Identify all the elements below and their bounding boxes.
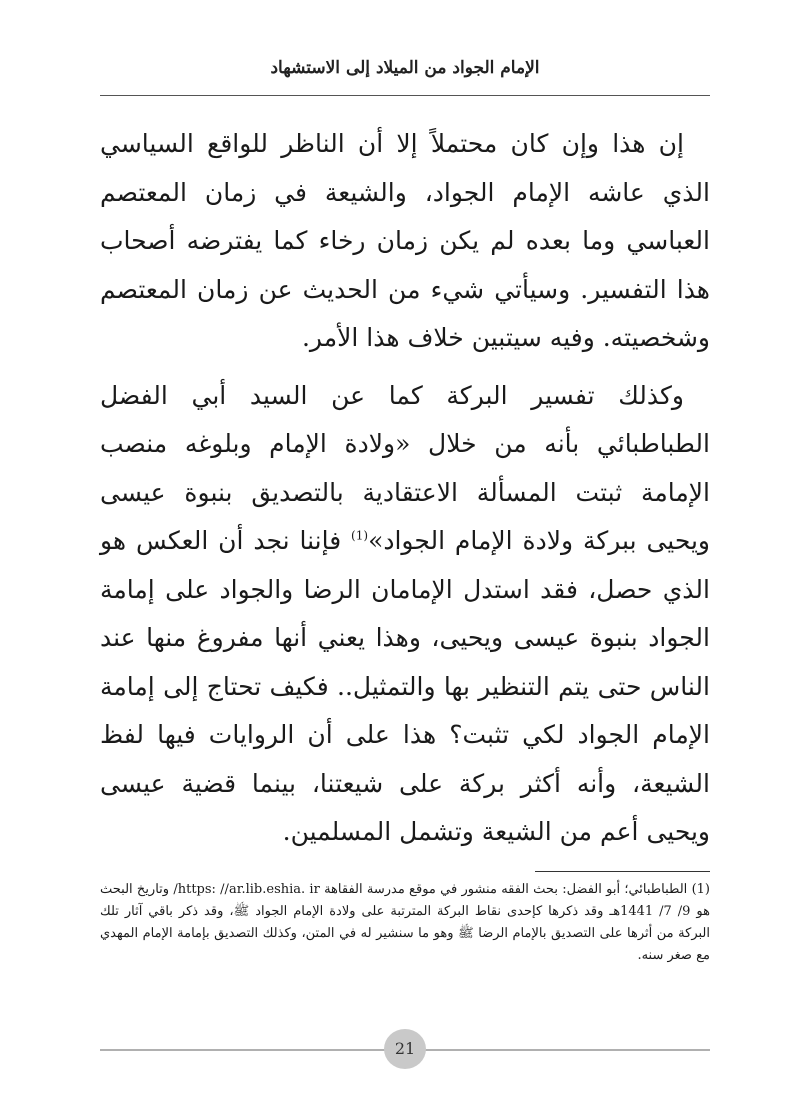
footer-rule-left [100, 1049, 385, 1051]
paragraph-2-part-1: وكذلك تفسير البركة كما عن السيد أبي الفضل الطباطبائي بأنه من خلال «ولادة الإمام وبلوغه منصب الإمامة ثبتت المسألة الاعتقادية بالتصديق بنبوة عيسى ويحيى ببركة ولادة الإمام الجواد» [100, 380, 710, 555]
footnote-number: (1) [691, 882, 710, 897]
footnote-text: الطباطبائي؛ أبو الفضل: بحث الفقه منشور في موقع مدرسة الفقاهة https: //ar.lib.eshia. ir/ وتاريخ البحث هو 9/ 7/ 1441هـ وقد ذكرها كإحدى نقاط البركة المترتبة على ولادة الإمام الجواد ﷺ، وقد ذكر باقي آثار تلك البركة من أثرها على التصديق بالإمام الرضا ﷺ وهو ما سنشير له في المتن، وكذلك التصديق بإمامة الإمام المهدي مع صغر سنه. [100, 882, 710, 963]
paragraph-1: إن هذا وإن كان محتملاً إلا أن الناظر للواقع السياسي الذي عاشه الإمام الجواد، والشيعة في زمان المعتصم العباسي وما بعده لم يكن زمان رخاء كما يفترضه أصحاب هذا التفسير. وسيأتي شيء من الحديث عن زمان المعتصم وشخصيته. وفيه سيتبين خلاف هذا الأمر. [100, 129, 710, 352]
page-number-badge: 21 [384, 1029, 426, 1069]
header-divider [100, 95, 710, 96]
main-text [100, 120, 710, 866]
footer-rule-right [425, 1049, 710, 1051]
footnote-divider [535, 871, 710, 872]
footnote [100, 879, 710, 967]
paragraph-2-part-2: فإننا نجد أن العكس هو الذي حصل، فقد استدل الإمامان الرضا والجواد على إمامة الجواد بنبوة عيسى ويحيى، وهذا يعني أنها مفروغ منها عند الناس حتى يتم التنظير بها والتمثيل.. فكيف تحتاج إلى إمامة الإمام الجواد لكي تثبت؟ هذا على أن الروايات فيها لفظ الشيعة، وأنه أكثر بركة على شيعتنا، بينما قضية عيسى ويحيى أعم من الشيعة وتشمل المسلمين. [100, 526, 710, 846]
footnote-reference[interactable]: (1) [351, 528, 369, 543]
running-header: الإمام الجواد من الميلاد إلى الاستشهاد [270, 58, 540, 78]
paragraph-2 [100, 372, 710, 857]
